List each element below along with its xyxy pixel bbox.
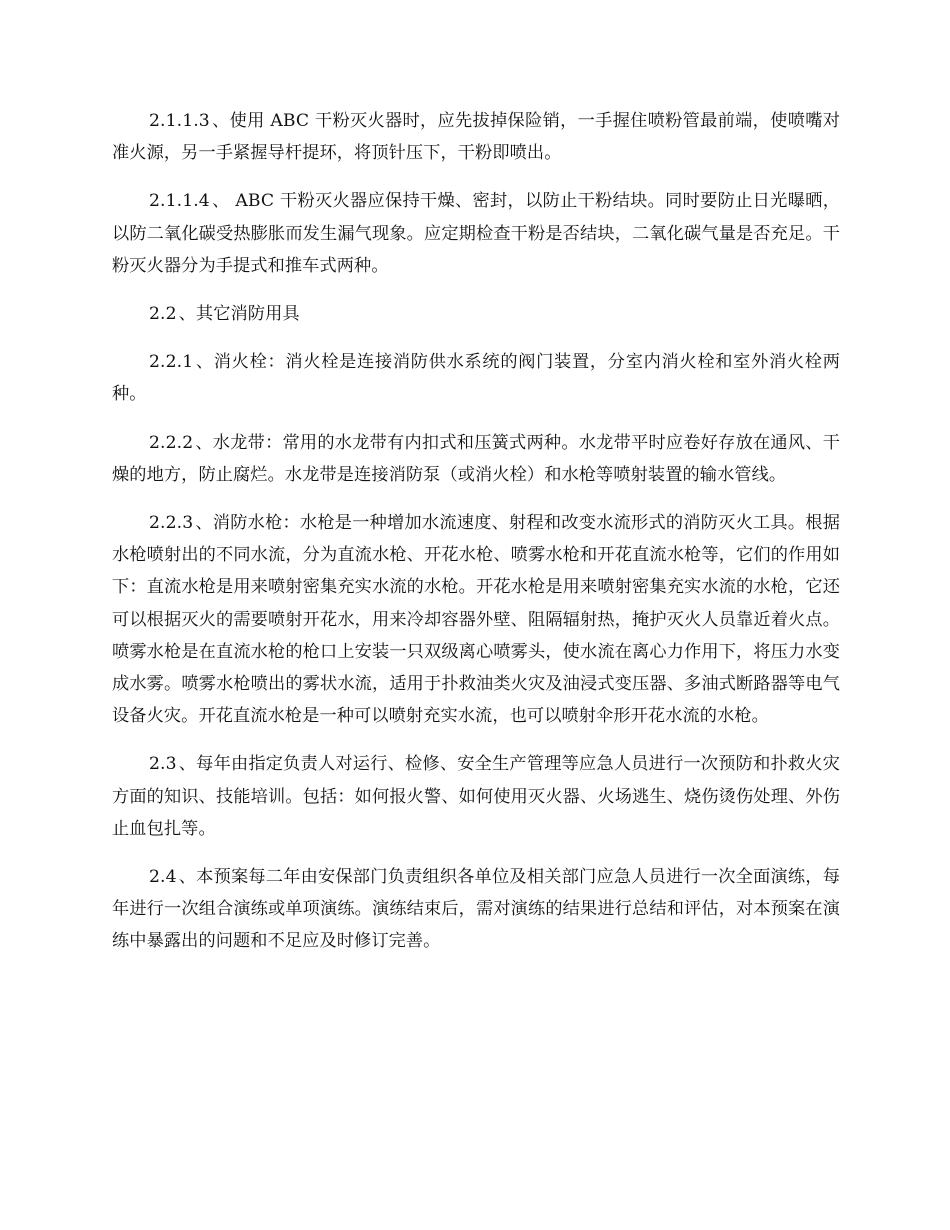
- document-page: [112, 105, 840, 974]
- section-heading-2-2: [112, 298, 840, 330]
- section-number: 2.3: [149, 754, 177, 775]
- section-number: 2.2.3: [149, 513, 194, 534]
- paragraph-text: 、使用 ABC 干粉灭火器时，应先拔掉保险销，一手握住喷粉管最前端，使喷嘴对准火源，另一手紧握导杆提环，将顶针压下，干粉即喷出。: [112, 111, 840, 164]
- section-number: 2.2.2: [149, 432, 194, 453]
- paragraph-text: 、每年由指定负责人对运行、检修、安全生产管理等应急人员进行一次预防和扑救火灾方面的知识、技能培训。包括：如何报火警、如何使用灭火器、火场逃生、烧伤烫伤处理、外伤止血包扎等。: [112, 754, 840, 839]
- section-number: 2.4: [149, 867, 177, 888]
- paragraph-2-2-1: [112, 346, 840, 410]
- paragraph-2-2-3: [112, 507, 840, 732]
- section-number: 2.2.1: [149, 352, 194, 373]
- section-number: 2.1.1.3: [149, 111, 210, 131]
- paragraph-text: 、消火栓：消火栓是连接消防供水系统的阀门装置，分室内消火栓和室外消火栓两种。: [112, 352, 840, 405]
- paragraph-2-1-1-3: [112, 105, 840, 169]
- paragraph-text: 、 ABC 干粉灭火器应保持干燥、密封，以防止干粉结块。同时要防止日光曝晒，以防二氧化碳受热膨胀而发生漏气现象。应定期检查干粉是否结块，二氧化碳气量是否充足。干粉灭火器分为手提式和推车式两种。: [112, 191, 840, 276]
- paragraph-2-3: [112, 748, 840, 845]
- paragraph-2-1-1-4: [112, 185, 840, 282]
- section-number: 2.2: [149, 304, 177, 325]
- paragraph-text: 、本预案每二年由安保部门负责组织各单位及相关部门应急人员进行一次全面演练，每年进行一次组合演练或单项演练。演练结束后，需对演练的结果进行总结和评估，对本预案在演练中暴露出的问题和不足应及时修订完善。: [112, 867, 840, 952]
- section-number: 2.1.1.4: [149, 191, 210, 212]
- paragraph-2-2-2: [112, 427, 840, 491]
- paragraph-text: 、水龙带：常用的水龙带有内扣式和压簧式两种。水龙带平时应卷好存放在通风、干燥的地方，防止腐烂。水龙带是连接消防泵（或消火栓）和水枪等喷射装置的输水管线。: [112, 432, 840, 485]
- paragraph-text: 、其它消防用具: [178, 304, 300, 325]
- paragraph-text: 、消防水枪：水枪是一种增加水流速度、射程和改变水流形式的消防灭火工具。根据水枪喷射出的不同水流，分为直流水枪、开花水枪、喷雾水枪和开花直流水枪等，它们的作用如下：直流水枪是用来喷射密集充实水流的水枪。开花水枪是用来喷射密集充实水流的水枪，它还可以根据灭火的需要喷射开花水，用来冷却容器外壁、阻隔辐射热，掩护灭火人员靠近着火点。喷雾水枪是在直流水枪的枪口上安装一只双级离心喷雾头，使水流在离心力作用下，将压力水变成水雾。喷雾水枪喷出的雾状水流，适用于扑救油类火灾及油浸式变压器、多油式断路器等电气设备火灾。开花直流水枪是一种可以喷射充实水流，也可以喷射伞形开花水流的水枪。: [112, 513, 840, 727]
- paragraph-2-4: [112, 861, 840, 958]
